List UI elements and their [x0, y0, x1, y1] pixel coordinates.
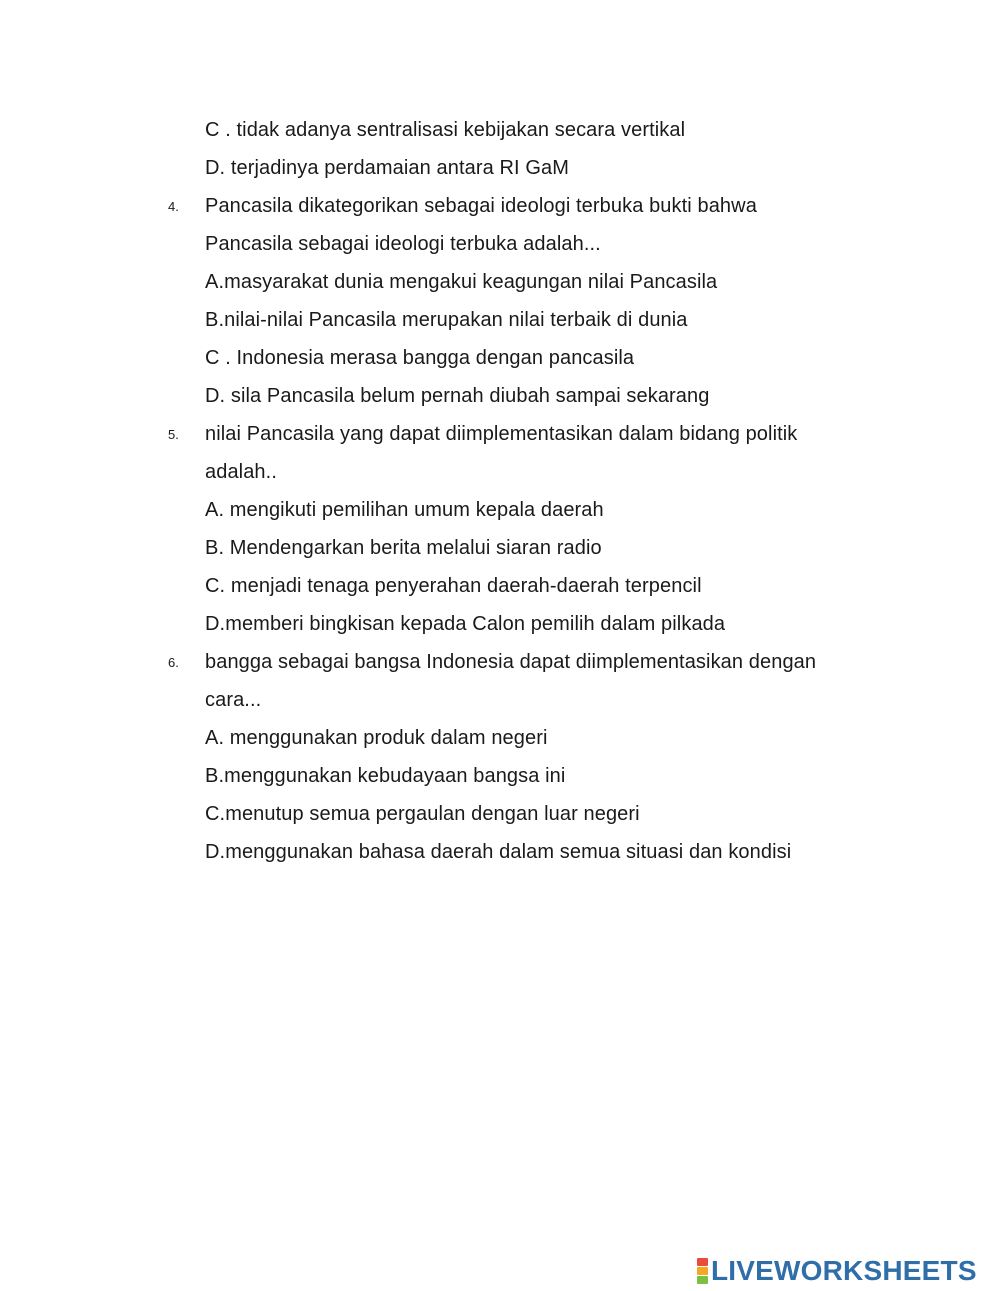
q4-text-line-2: Pancasila sebagai ideologi terbuka adalah... — [205, 233, 601, 255]
liveworksheets-logo — [697, 1256, 977, 1286]
q5-option-c: C. menjadi tenaga penyerahan daerah-daerah terpencil — [205, 575, 702, 597]
q6-number: 6. — [168, 655, 179, 670]
logo-block-l — [697, 1258, 708, 1266]
q4-text-line-1: Pancasila dikategorikan sebagai ideologi terbuka bukti bahwa — [205, 195, 757, 217]
q5-option-a: A. mengikuti pemilihan umum kepala daerah — [205, 499, 604, 521]
q4-option-d: D. sila Pancasila belum pernah diubah sampai sekarang — [205, 385, 710, 407]
logo-mark-icon — [697, 1258, 708, 1284]
q6-text-line-2: cara... — [205, 689, 262, 711]
q3-option-d: D. terjadinya perdamaian antara RI GaM — [205, 157, 569, 179]
logo-text: LIVEWORKSHEETS — [711, 1255, 977, 1286]
q6-option-a: A. menggunakan produk dalam negeri — [205, 727, 548, 749]
q6-text-line-1: bangga sebagai bangsa Indonesia dapat diimplementasikan dengan — [205, 651, 817, 673]
logo-block-v — [697, 1267, 708, 1275]
q5-number: 5. — [168, 427, 179, 442]
q6-option-d: D.menggunakan bahasa daerah dalam semua situasi dan kondisi — [205, 841, 792, 863]
q4-option-c: C . Indonesia merasa bangga dengan pancasila — [205, 347, 635, 369]
q4-option-a: A.masyarakat dunia mengakui keagungan nilai Pancasila — [205, 271, 718, 293]
q4-option-b: B.nilai-nilai Pancasila merupakan nilai terbaik di dunia — [205, 309, 688, 331]
logo-block-e — [697, 1276, 708, 1284]
q5-text-line-2: adalah.. — [205, 461, 277, 483]
q6-option-c: C.menutup semua pergaulan dengan luar negeri — [205, 803, 640, 825]
q6-option-b: B.menggunakan kebudayaan bangsa ini — [205, 765, 566, 787]
q5-option-d: D.memberi bingkisan kepada Calon pemilih dalam pilkada — [205, 613, 726, 635]
q4-number: 4. — [168, 199, 179, 214]
q5-text-line-1: nilai Pancasila yang dapat diimplementasikan dalam bidang politik — [205, 423, 798, 445]
q3-option-c: C . tidak adanya sentralisasi kebijakan secara vertikal — [205, 119, 686, 141]
q5-option-b: B. Mendengarkan berita melalui siaran radio — [205, 537, 602, 559]
